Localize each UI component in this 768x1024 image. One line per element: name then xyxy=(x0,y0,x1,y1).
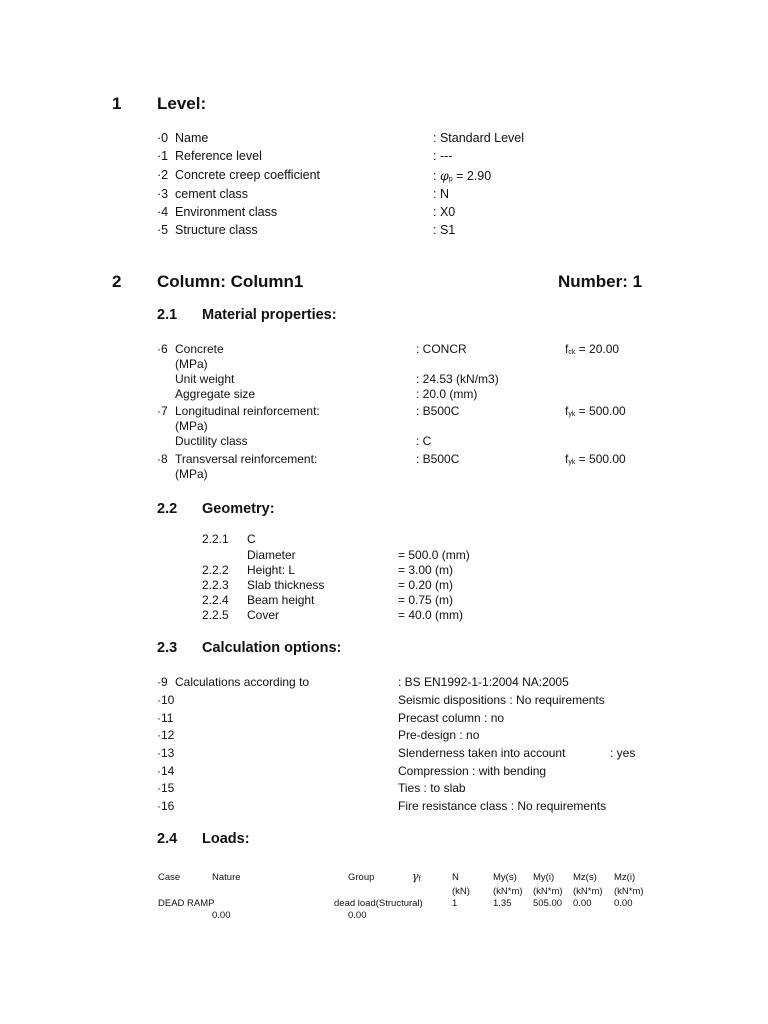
row-value: : X0 xyxy=(433,205,456,219)
row-index: ·15 xyxy=(157,781,175,795)
row-index: ·10 xyxy=(157,693,175,707)
row-value: : Standard Level xyxy=(433,131,525,145)
row-index: 2.2.1 xyxy=(202,532,229,546)
row-index: 2.2.2 xyxy=(202,563,229,577)
row-label: Diameter xyxy=(247,548,296,562)
row-label: Name xyxy=(175,131,209,145)
cell-n: 1.35 xyxy=(493,898,512,909)
unit-weight-value: : 24.53 (kN/m3) xyxy=(416,372,499,386)
aggregate-size-label: Aggregate size xyxy=(175,387,256,401)
longitudinal-reinforcement-label: Longitudinal reinforcement: xyxy=(175,404,320,418)
transversal-reinforcement-label: Transversal reinforcement: xyxy=(175,452,318,466)
section-1-number: 1 xyxy=(112,94,122,113)
unit-mzs: (kN*m) xyxy=(573,886,603,897)
transversal-reinforcement-value: : B500C xyxy=(416,452,460,466)
cell-group: dead load(Structural) xyxy=(334,898,423,909)
row-index: ·4 xyxy=(157,205,169,219)
subsection-number: 2.2 xyxy=(157,501,178,517)
row-index: ·1 xyxy=(157,149,169,163)
row-label: Structure class xyxy=(175,223,258,237)
row-index: ·12 xyxy=(157,728,175,742)
row-value: Precast column : no xyxy=(398,711,505,725)
ductility-class-label: Ductility class xyxy=(175,434,248,448)
loads-title: Loads: xyxy=(202,831,250,847)
row-index: ·9 xyxy=(157,675,168,689)
fck-value: fck = 20.00 xyxy=(565,342,620,356)
unit-mys: (kN*m) xyxy=(493,886,523,897)
row-value: : BS EN1992-1-1:2004 NA:2005 xyxy=(398,675,569,689)
row-index: ·8 xyxy=(157,452,168,466)
row-value: Slenderness taken into account xyxy=(398,746,566,760)
header-case: Case xyxy=(158,872,181,883)
row-value: Compression : with bending xyxy=(398,764,547,778)
subsection-number: 2.1 xyxy=(157,307,178,323)
unit-label: (MPa) xyxy=(175,357,208,371)
row-index: ·16 xyxy=(157,799,175,813)
section-1-title: Level: xyxy=(157,94,207,113)
subsection-number: 2.4 xyxy=(157,831,178,847)
row-value: = 40.0 (mm) xyxy=(398,608,464,622)
cell-wrap-1: 0.00 xyxy=(212,910,231,921)
row-index: ·5 xyxy=(157,223,169,237)
row-value: Ties : to slab xyxy=(398,781,466,795)
fyk-value: fyk = 500.00 xyxy=(565,452,626,466)
row-index: ·11 xyxy=(157,711,174,725)
header-mzi: Mz(i) xyxy=(614,872,636,883)
row-index: ·2 xyxy=(157,168,169,182)
header-gamma: γf xyxy=(412,870,421,883)
row-value: : --- xyxy=(433,149,453,163)
row-index: ·14 xyxy=(157,764,175,778)
longitudinal-reinforcement-value: : B500C xyxy=(416,404,460,418)
header-mzs: Mz(s) xyxy=(573,872,597,883)
row-index: ·3 xyxy=(157,187,169,201)
creep-coefficient-value: : φp = 2.90 xyxy=(433,168,492,183)
cell-case: DEAD RAMP xyxy=(158,898,215,909)
row-value: : S1 xyxy=(433,223,456,237)
row-label: Slab thickness xyxy=(247,578,325,592)
row-extra-value: : yes xyxy=(610,746,636,760)
section-2-number: 2 xyxy=(112,272,122,291)
row-index: 2.2.4 xyxy=(202,593,229,607)
row-index: ·13 xyxy=(157,746,175,760)
cell-myi: 0.00 xyxy=(573,898,592,909)
cell-mys: 505.00 xyxy=(533,898,563,909)
unit-weight-label: Unit weight xyxy=(175,372,235,386)
row-label: Cover xyxy=(247,608,280,622)
row-value: Seismic dispositions : No requirements xyxy=(398,693,605,707)
unit-n: (kN) xyxy=(452,886,470,897)
header-n: N xyxy=(452,872,459,883)
row-label: Environment class xyxy=(175,205,278,219)
row-value: = 3.00 (m) xyxy=(398,563,454,577)
subsection-number: 2.3 xyxy=(157,640,178,656)
row-label: Height: L xyxy=(247,563,296,577)
column-number: Number: 1 xyxy=(558,272,643,291)
unit-myi: (kN*m) xyxy=(533,886,563,897)
row-index: 2.2.3 xyxy=(202,578,229,592)
header-nature: Nature xyxy=(212,872,241,883)
concrete-value: : CONCR xyxy=(416,342,467,356)
row-value: Fire resistance class : No requirements xyxy=(398,799,607,813)
row-value: = 0.20 (m) xyxy=(398,578,454,592)
row-value: = 500.0 (mm) xyxy=(398,548,470,562)
cell-wrap-2: 0.00 xyxy=(348,910,367,921)
row-label: Reference level xyxy=(175,149,262,163)
cell-mzs: 0.00 xyxy=(614,898,633,909)
row-index: 2.2.5 xyxy=(202,608,229,622)
row-label: cement class xyxy=(175,187,248,201)
row-value: Pre-design : no xyxy=(398,728,480,742)
aggregate-size-value: : 20.0 (mm) xyxy=(416,387,478,401)
header-myi: My(i) xyxy=(533,872,555,883)
geometry-title: Geometry: xyxy=(202,501,275,517)
row-label: C xyxy=(247,532,256,546)
row-index: ·6 xyxy=(157,342,168,356)
row-label: Calculations according to xyxy=(175,675,310,689)
material-properties-title: Material properties: xyxy=(202,307,337,323)
concrete-label: Concrete xyxy=(175,342,224,356)
header-mys: My(s) xyxy=(493,872,517,883)
row-index: ·0 xyxy=(157,131,169,145)
row-value: = 0.75 (m) xyxy=(398,593,454,607)
cell-gamma: 1 xyxy=(452,898,458,909)
row-label: Concrete creep coefficient xyxy=(175,168,320,182)
ductility-class-value: : C xyxy=(416,434,432,448)
row-label: Beam height xyxy=(247,593,315,607)
header-group: Group xyxy=(348,872,375,883)
unit-mzi: (kN*m) xyxy=(614,886,644,897)
fyk-value: fyk = 500.00 xyxy=(565,404,626,418)
calculation-options-title: Calculation options: xyxy=(202,640,342,656)
row-value: : N xyxy=(433,187,449,201)
unit-label: (MPa) xyxy=(175,419,208,433)
unit-label: (MPa) xyxy=(175,467,208,481)
section-2-title: Column: Column1 xyxy=(157,272,304,291)
row-index: ·7 xyxy=(157,404,168,418)
